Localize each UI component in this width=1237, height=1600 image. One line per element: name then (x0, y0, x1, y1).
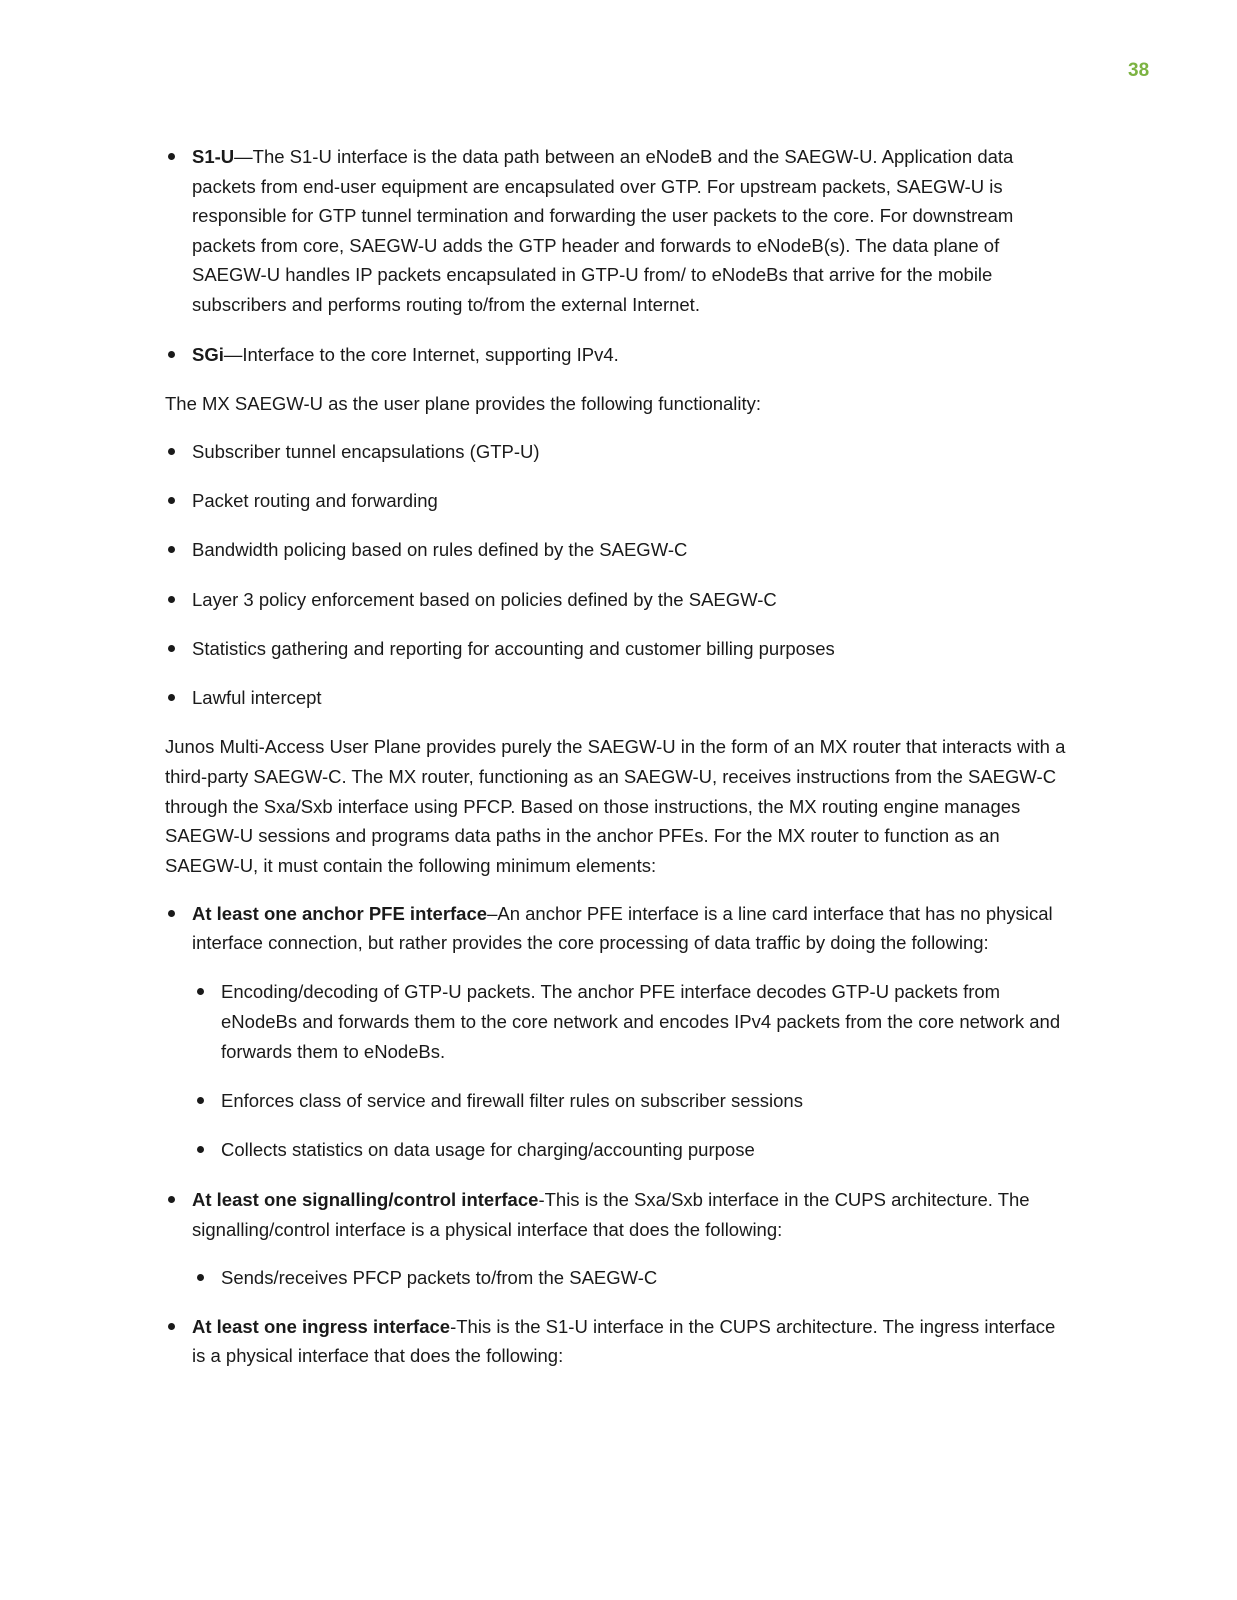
bullet-icon (168, 497, 175, 504)
bullet-icon (168, 910, 175, 917)
bullet-icon (168, 694, 175, 701)
list-item (165, 486, 1070, 516)
page-number: 38 (1128, 60, 1150, 81)
bullet-icon (168, 448, 175, 455)
bullet-icon (168, 153, 175, 160)
list-item (165, 634, 1070, 664)
list-item-text: Statistics gathering and reporting for accounting and customer billing purposes (192, 637, 835, 659)
list-item-sgi (165, 340, 1070, 370)
list-item-text: Layer 3 policy enforcement based on policies defined by the SAEGW-C (192, 588, 777, 610)
anchor-sublist (165, 977, 1070, 1164)
list-item (165, 535, 1070, 565)
bullet-icon (168, 1196, 175, 1203)
term-anchor: At least one anchor PFE interface (192, 902, 488, 924)
list-item (165, 437, 1070, 467)
bullet-icon (168, 546, 175, 553)
list-item-text: Bandwidth policing based on rules defined by the SAEGW-C (192, 539, 688, 561)
term-sgi: SGi (192, 343, 224, 365)
desc-anchor: –An anchor PFE interface is a line card interface that has no physical interface connection, but rather provides the core processing of data traffic by doing the following: (192, 902, 1053, 954)
sub-list-item (165, 977, 1070, 1066)
term-s1u: S1-U (192, 146, 235, 167)
sub-list-item-text: Sends/receives PFCP packets to/from the SAEGW-C (221, 1266, 658, 1288)
sub-list-item (165, 1086, 1070, 1116)
sub-list-item-text: Encoding/decoding of GTP-U packets. The anchor PFE interface decodes GTP-U packets from eNodeBs and forwards them to the core network and encodes IPv4 packets from the core network and forwards them to eNodeBs. (221, 981, 1061, 1062)
document-body (165, 142, 1070, 1371)
bullet-icon (168, 645, 175, 652)
list-item-ingress (165, 1312, 1070, 1371)
bullet-icon (197, 1274, 204, 1281)
desc-ingress: -This is the S1-U interface in the CUPS architecture. The ingress interface is a physical interface that does the following: (192, 1315, 1056, 1367)
signalling-sublist (165, 1263, 1070, 1293)
desc-sgi: —Interface to the core Internet, supporting IPv4. (223, 343, 619, 365)
bullet-icon (168, 1323, 175, 1330)
list-item-text: Lawful intercept (192, 686, 322, 708)
sub-list-item (165, 1263, 1070, 1293)
desc-s1u: —The S1-U interface is the data path between an eNodeB and the SAEGW-U. Application data packets from end-user equipment are encapsulated over GTP. For upstream packets, SAEGW-U is responsible for GTP tunnel termination and forwarding the user packets to the core. For downstream packets from core, SAEGW-U adds the GTP header and forwards to eNodeB(s). The data plane of SAEGW-U handles IP packets encapsulated in GTP-U from/ to eNodeBs that arrive for the mobile subscribers and performs routing to/from the external Internet. (192, 146, 1014, 315)
list-item-anchor (165, 899, 1070, 958)
sub-list-item-text: Collects statistics on data usage for charging/accounting purpose (221, 1139, 755, 1161)
list-item-text: Packet routing and forwarding (192, 490, 438, 512)
list-item (165, 585, 1070, 615)
bullet-icon (168, 596, 175, 603)
elements-list (165, 899, 1070, 958)
elements-list-final (165, 1312, 1070, 1371)
bullet-icon (197, 988, 204, 995)
list-item-s1u (165, 142, 1070, 320)
desc-signalling: -This is the Sxa/Sxb interface in the CUPS architecture. The signalling/control interface is a physical interface that does the following: (192, 1188, 1030, 1240)
intro-paragraph: The MX SAEGW-U as the user plane provides the following functionality: (165, 393, 762, 415)
bullet-icon (197, 1146, 204, 1153)
sub-list-item (165, 1135, 1070, 1165)
list-item-text: Subscriber tunnel encapsulations (GTP-U) (192, 441, 540, 463)
bullet-icon (197, 1097, 204, 1104)
functionality-list (165, 437, 1070, 712)
term-signalling: At least one signalling/control interface (192, 1188, 539, 1210)
sub-list-item-text: Enforces class of service and firewall filter rules on subscriber sessions (221, 1090, 803, 1112)
junos-paragraph: Junos Multi-Access User Plane provides purely the SAEGW-U in the form of an MX router that interacts with a third-party SAEGW-C. The MX router, functioning as an SAEGW-U, receives instructions from the SAEGW-C through the Sxa/Sxb interface using PFCP. Based on those instructions, the MX routing engine manages SAEGW-U sessions and programs data paths in the anchor PFEs. For the MX router to function as an SAEGW-U, it must contain the following minimum elements: (165, 736, 1066, 876)
list-item (165, 683, 1070, 713)
interface-list (165, 142, 1070, 369)
list-item-signalling (165, 1185, 1070, 1244)
elements-list-continued (165, 1185, 1070, 1244)
term-ingress: At least one ingress interface (192, 1315, 451, 1337)
bullet-icon (168, 351, 175, 358)
